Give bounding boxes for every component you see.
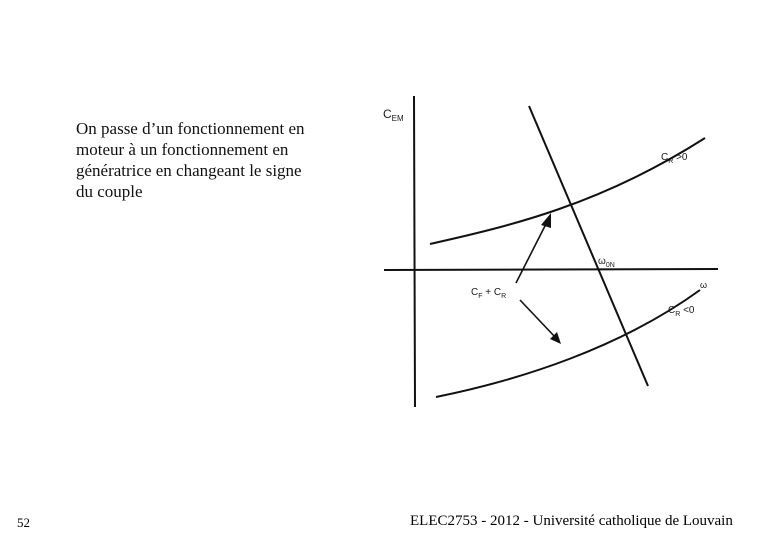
x-axis-label: ω — [700, 280, 708, 290]
x-axis — [384, 269, 718, 270]
curve-negative-label: $C_R <0$ — [668, 305, 695, 318]
load-curve-negative — [436, 290, 700, 397]
slide-text-line: moteur à un fonctionnement en — [76, 140, 289, 159]
slide-text-line: du couple — [76, 182, 143, 201]
slide-text-line: génératrice en changeant le signe — [76, 161, 302, 180]
y-axis — [414, 96, 415, 407]
sum-torque-label: $C_F + C_R$ — [471, 287, 507, 300]
motor-characteristic-line — [529, 106, 648, 386]
y-axis-label: $C_{EM}$ — [383, 107, 404, 123]
footer-text: ELEC2753 - 2012 - Université catholique de Louvain — [410, 513, 733, 529]
arrow-to-lower-intersection — [520, 300, 556, 338]
curve-positive-label: $C_R >0$ — [661, 152, 688, 165]
omega-0n-label: $\omega_{0N}$ — [598, 256, 615, 269]
slide-text-line: On passe d’un fonctionnement en — [76, 119, 305, 138]
arrow-to-upper-intersection — [516, 220, 548, 283]
page-number: 52 — [17, 515, 30, 530]
